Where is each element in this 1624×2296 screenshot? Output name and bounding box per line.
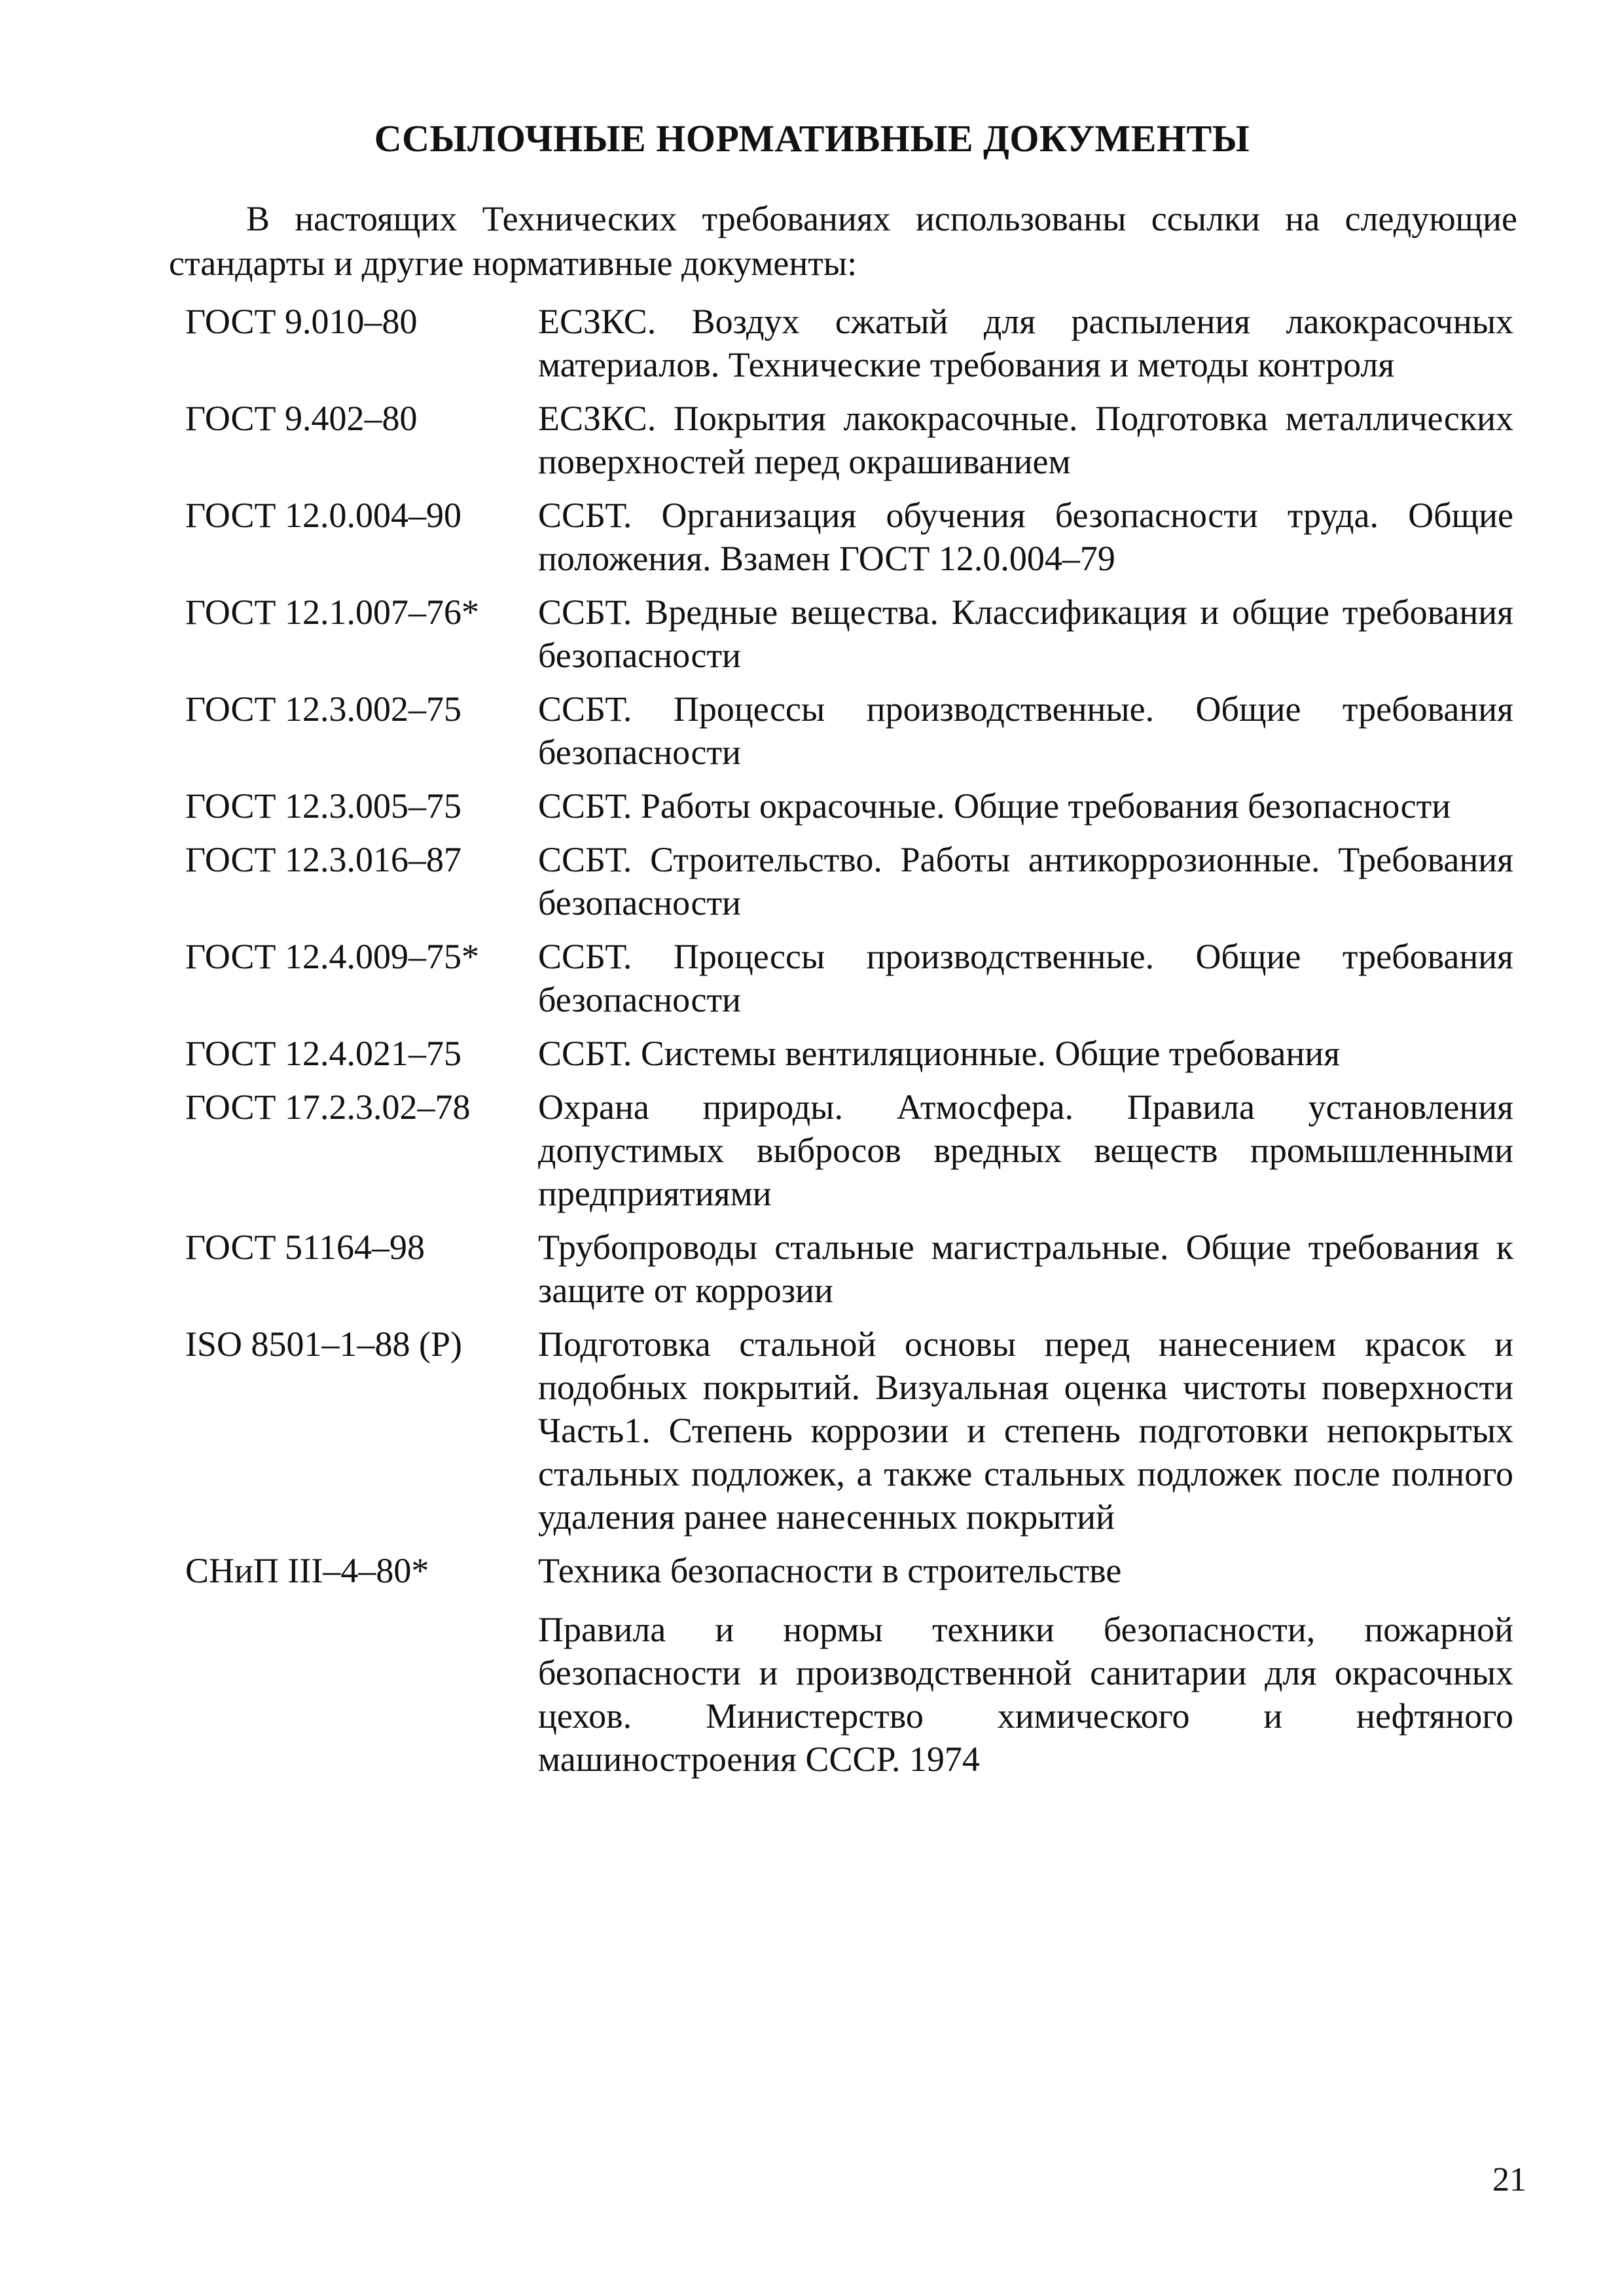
- references-list: [0, 300, 1624, 1781]
- reference-code: ГОСТ 12.4.021–75: [185, 1034, 462, 1073]
- reference-code: ГОСТ 51164–98: [185, 1228, 425, 1267]
- reference-code: ГОСТ 12.4.009–75*: [185, 937, 480, 976]
- reference-title: ССБТ. Системы вентиляционные. Общие требования: [538, 1034, 1340, 1073]
- reference-item: [0, 1322, 1624, 1539]
- additional-reference-note: Правила и нормы техники безопасности, пожарной безопасности и производственной санитарии для окрасочных цехов. Министерство химического и нефтяного машиностроения СССР. 1974: [538, 1610, 1513, 1779]
- reference-item: [0, 838, 1624, 924]
- reference-title: ССБТ. Вредные вещества. Классификация и общие требования безопасности: [538, 592, 1513, 675]
- reference-title: ССБТ. Процессы производственные. Общие требования безопасности: [538, 689, 1513, 772]
- reference-title: ССБТ. Работы окрасочные. Общие требования безопасности: [538, 786, 1451, 826]
- reference-title: ССБТ. Процессы производственные. Общие требования безопасности: [538, 937, 1513, 1019]
- reference-item: [0, 494, 1624, 580]
- reference-code: ГОСТ 9.402–80: [185, 399, 418, 438]
- reference-item: [0, 1085, 1624, 1215]
- reference-code: ISO 8501–1–88 (Р): [185, 1324, 463, 1364]
- reference-item: [0, 397, 1624, 483]
- reference-title: ССБТ. Строительство. Работы антикоррозионные. Требования безопасности: [538, 840, 1513, 922]
- reference-item: [0, 1032, 1624, 1075]
- reference-item: [0, 1549, 1624, 1592]
- page-title: ССЫЛОЧНЫЕ НОРМАТИВНЫЕ ДОКУМЕНТЫ: [374, 117, 1250, 160]
- reference-title: Охрана природы. Атмосфера. Правила установления допустимых выбросов вредных веществ промышленными предприятиями: [538, 1087, 1513, 1213]
- reference-item: [0, 1226, 1624, 1312]
- reference-item: [0, 300, 1624, 386]
- page-number: 21: [1492, 2161, 1526, 2198]
- reference-title: Техника безопасности в строительстве: [538, 1551, 1122, 1590]
- reference-code: ГОСТ 12.3.005–75: [185, 786, 462, 826]
- reference-item: [0, 935, 1624, 1021]
- reference-title: ЕСЗКС. Воздух сжатый для распыления лакокрасочных материалов. Технические требования и методы контроля: [538, 302, 1513, 384]
- reference-code: СНиП III–4–80*: [185, 1551, 429, 1590]
- reference-code: ГОСТ 12.0.004–90: [185, 496, 462, 535]
- reference-title: Подготовка стальной основы перед нанесением красок и подобных покрытий. Визуальная оценка чистоты поверхности Часть1. Степень коррозии и степень подготовки непокрытых стальных подложек, а также стальных подложек после полного удаления ранее нанесенных покрытий: [538, 1324, 1513, 1537]
- intro-paragraph: В настоящих Технических требованиях использованы ссылки на следующие стандарты и другие нормативные документы:: [169, 199, 1517, 283]
- reference-title: ЕСЗКС. Покрытия лакокрасочные. Подготовка металлических поверхностей перед окрашиванием: [538, 399, 1513, 481]
- reference-code: ГОСТ 12.3.016–87: [185, 840, 462, 879]
- reference-item: [0, 687, 1624, 774]
- reference-title: ССБТ. Организация обучения безопасности труда. Общие положения. Взамен ГОСТ 12.0.004–79: [538, 496, 1513, 578]
- reference-code: ГОСТ 17.2.3.02–78: [185, 1087, 471, 1127]
- reference-code: ГОСТ 12.1.007–76*: [185, 592, 480, 632]
- reference-code: ГОСТ 12.3.002–75: [185, 689, 462, 729]
- reference-item: [0, 591, 1624, 677]
- reference-title: Трубопроводы стальные магистральные. Общие требования к защите от коррозии: [538, 1228, 1513, 1310]
- reference-code: ГОСТ 9.010–80: [185, 302, 418, 341]
- reference-item: [0, 784, 1624, 828]
